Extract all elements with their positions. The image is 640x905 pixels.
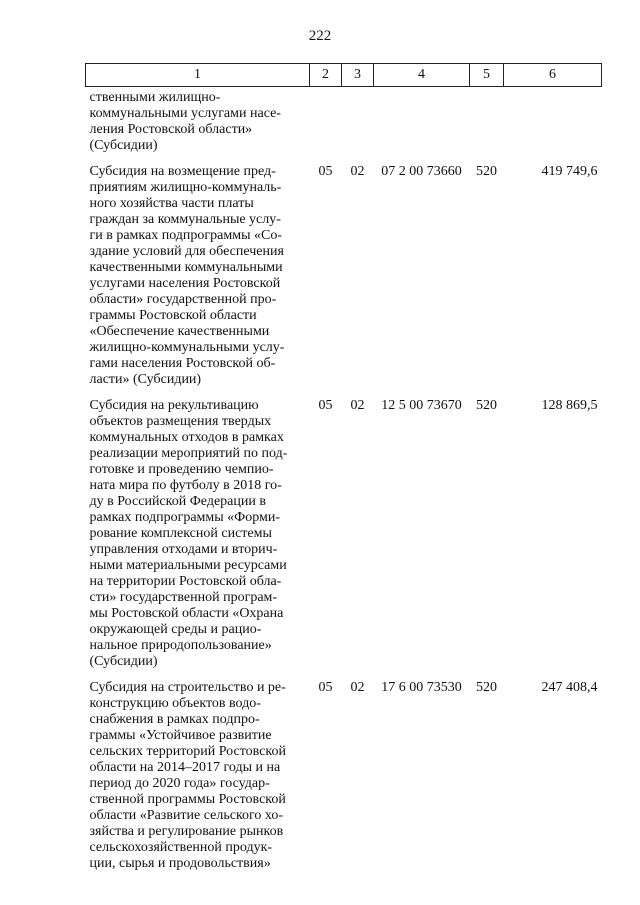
description-line: области «Развитие сельского хо-: [89, 808, 284, 823]
table-row: [86, 87, 602, 165]
description-line: мы Ростовской области «Охрана: [89, 606, 284, 621]
description-line: рамках подпрограммы «Форми-: [89, 510, 281, 525]
description-line: качественными коммунальными: [89, 260, 283, 275]
description-line: гами населения Ростовской об-: [89, 356, 276, 371]
description-line: ления Ростовской области»: [89, 122, 253, 137]
description-line: ду в Российской Федерации в: [89, 494, 266, 509]
description-line: реализации мероприятий по под-: [89, 446, 288, 461]
expense-type-code: 520: [476, 398, 497, 413]
expense-type-code: [470, 87, 504, 165]
description-line: жилищно-коммунальными услу-: [89, 340, 285, 355]
header-col-2: 2: [310, 64, 342, 87]
table-row: [86, 398, 602, 680]
header-col-5: 5: [470, 64, 504, 87]
header-col-3: 3: [342, 64, 374, 87]
section-code: 05: [318, 398, 333, 413]
description-line: Субсидия на возмещение пред-: [89, 164, 276, 179]
amount-value: 419 749,6: [541, 164, 598, 179]
description-line: зяйства и регулирование рынков: [89, 824, 284, 839]
header-col-1: 1: [86, 64, 310, 87]
description-line: ции, сырья и продовольствия»: [89, 856, 271, 871]
header-col-4: 4: [374, 64, 470, 87]
target-article-code: 07 2 00 73660: [381, 164, 462, 179]
description-line: объектов размещения твердых: [89, 414, 272, 429]
subsection-code: [342, 87, 374, 165]
row-description: [86, 398, 310, 680]
description-line: здание условий для обеспечения: [89, 244, 284, 259]
description-line: окружающей среды и рацио-: [89, 622, 262, 637]
row-description: [86, 87, 310, 165]
amount-value: [504, 87, 602, 165]
description-line: управления отходами и вторич-: [89, 542, 278, 557]
budget-table: [85, 63, 602, 882]
target-article-code: [374, 87, 470, 165]
description-line: граммы Ростовской области: [89, 308, 257, 323]
description-line: снабжения в рамках подпро-: [89, 712, 260, 727]
description-line: рование комплексной системы: [89, 526, 272, 541]
description-line: готовке и проведению чемпио-: [89, 462, 274, 477]
description-line: ного хозяйства части платы: [89, 196, 254, 211]
description-line: граждан за коммунальные услу-: [89, 212, 281, 227]
expense-type-code: 520: [476, 164, 497, 179]
description-line: Субсидия на рекультивацию: [89, 398, 259, 413]
description-line: области» государственной про-: [89, 292, 277, 307]
description-line: нальное природопользование»: [89, 638, 272, 653]
description-line: ната мира по футболу в 2018 го-: [89, 478, 282, 493]
description-line: Субсидия на строительство и ре-: [89, 680, 286, 695]
description-line: коммунальных отходов в рамках: [89, 430, 284, 445]
description-line: коммунальными услугами насе-: [89, 106, 281, 121]
amount-value: 128 869,5: [541, 398, 598, 413]
target-article-code: 12 5 00 73670: [381, 398, 462, 413]
header-col-6: 6: [504, 64, 602, 87]
description-line: (Субсидии): [89, 138, 158, 153]
description-line: ственной программы Ростовской: [89, 792, 286, 807]
description-line: (Субсидии): [89, 654, 158, 669]
row-description: [86, 164, 310, 398]
description-line: граммы «Устойчивое развитие: [89, 728, 272, 743]
description-line: на территории Ростовской обла-: [89, 574, 282, 589]
description-line: ласти» (Субсидии): [89, 372, 202, 387]
description-line: приятиям жилищно-коммуналь-: [89, 180, 282, 195]
section-code: [310, 87, 342, 165]
description-line: «Обеспечение качественными: [89, 324, 270, 339]
description-line: области на 2014–2017 годы и на: [89, 760, 281, 775]
subsection-code: 02: [350, 680, 365, 695]
description-line: сти» государственной програм-: [89, 590, 278, 605]
table-row: [86, 164, 602, 398]
section-code: 05: [318, 680, 333, 695]
row-description: [86, 680, 310, 882]
description-line: ги в рамках подпрограммы «Со-: [89, 228, 283, 243]
subsection-code: 02: [350, 398, 365, 413]
table-row: [86, 680, 602, 882]
section-code: 05: [318, 164, 333, 179]
description-line: ственными жилищно-: [89, 90, 221, 105]
amount-value: 247 408,4: [541, 680, 598, 695]
description-line: услугами населения Ростовской: [89, 276, 281, 291]
page-number: 222: [308, 28, 332, 44]
description-line: ными материальными ресурсами: [89, 558, 287, 573]
description-line: конструкцию объектов водо-: [89, 696, 261, 711]
header-row: [86, 64, 602, 87]
target-article-code: 17 6 00 73530: [381, 680, 462, 695]
description-line: период до 2020 года» государ-: [89, 776, 270, 791]
subsection-code: 02: [350, 164, 365, 179]
expense-type-code: 520: [476, 680, 497, 695]
description-line: сельскохозяйственной продук-: [89, 840, 273, 855]
description-line: сельских территорий Ростовской: [89, 744, 286, 759]
